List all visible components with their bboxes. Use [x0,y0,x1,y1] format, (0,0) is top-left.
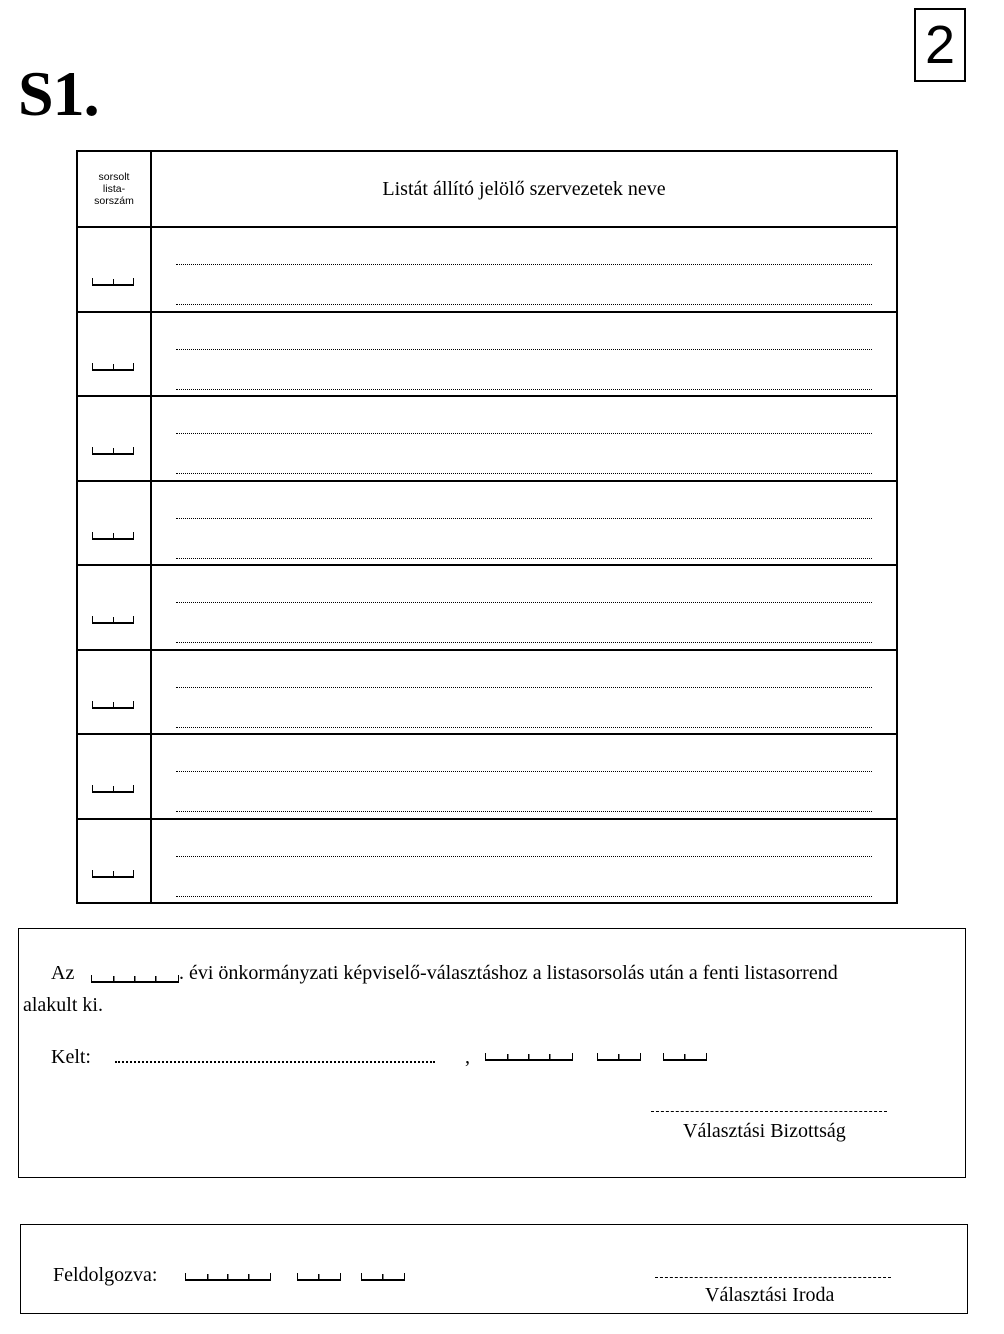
list-number-field[interactable] [92,363,134,371]
header-organization-name: Listát állító jelölő szervezetek neve [382,177,666,200]
organization-name-line[interactable] [176,518,872,519]
header-number-word-1: sorsolt [98,171,130,183]
year-input-field[interactable] [91,975,179,983]
table-row [78,820,898,902]
organization-name-line[interactable] [176,433,872,434]
organization-name-line[interactable] [176,896,872,897]
committee-signature-label: Választási Bizottság [683,1120,846,1142]
processing-box [20,1224,968,1314]
list-number-field[interactable] [92,870,134,878]
list-number-field[interactable] [92,278,134,286]
processing-label: Feldolgozva: [53,1264,158,1286]
table-row [78,313,898,395]
header-list-number [78,152,150,226]
date-comma: , [465,1046,470,1068]
list-number-field[interactable] [92,532,134,540]
statement-prefix: Az [51,962,75,984]
table-row [78,735,898,817]
organization-name-line[interactable] [176,602,872,603]
list-number-field[interactable] [92,701,134,709]
organization-name-line[interactable] [176,389,872,390]
row-divider [78,311,896,313]
date-day-field[interactable] [663,1053,707,1061]
list-number-field[interactable] [92,447,134,455]
header-number-word-2: lista- [102,183,126,195]
row-divider [78,564,896,566]
row-divider [78,649,896,651]
processing-year-field[interactable] [185,1273,271,1281]
organization-name-line[interactable] [176,687,872,688]
organization-name-line[interactable] [176,811,872,812]
processing-day-field[interactable] [361,1273,405,1281]
list-order-table [76,150,898,904]
page-number-box: 2 [914,8,966,82]
organization-name-line[interactable] [176,473,872,474]
organization-name-line[interactable] [176,264,872,265]
row-divider [78,395,896,397]
statement-line-2: alakult ki. [23,994,103,1016]
list-number-field[interactable] [92,616,134,624]
row-divider [78,733,896,735]
date-label: Kelt: [51,1046,91,1068]
row-divider [78,480,896,482]
form-code-title: S1. [18,58,99,129]
table-row [78,566,898,648]
organization-name-line[interactable] [176,727,872,728]
table-row [78,397,898,479]
list-number-field[interactable] [92,785,134,793]
result-statement-box [18,928,966,1178]
processing-month-field[interactable] [297,1273,341,1281]
organization-name-line[interactable] [176,304,872,305]
header-number-word-3: sorszám [94,195,134,207]
organization-name-line[interactable] [176,856,872,857]
committee-signature-line[interactable] [651,1111,887,1112]
row-divider [78,818,896,820]
office-signature-label: Választási Iroda [705,1284,835,1306]
table-row [78,228,898,310]
statement-line-1: . évi önkormányzati képviselő-választáshoz a listasorsolás után a fenti listasorrend [179,962,838,984]
organization-name-line[interactable] [176,771,872,772]
place-input-field[interactable] [115,1061,435,1063]
organization-name-line[interactable] [176,642,872,643]
table-row [78,482,898,564]
table-row [78,651,898,733]
date-year-field[interactable] [485,1053,573,1061]
organization-name-line[interactable] [176,558,872,559]
date-month-field[interactable] [597,1053,641,1061]
organization-name-line[interactable] [176,349,872,350]
office-signature-line[interactable] [655,1277,891,1278]
